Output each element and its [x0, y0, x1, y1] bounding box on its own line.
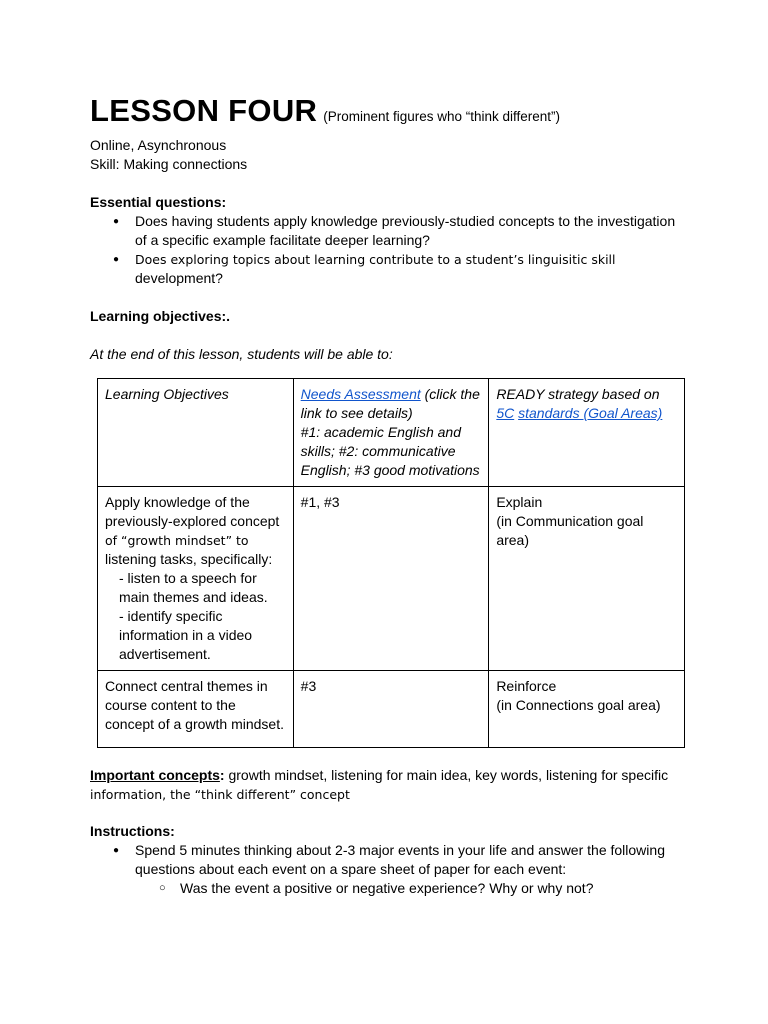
learning-objectives-intro: At the end of this lesson, students will be able to: [90, 346, 393, 362]
strategy-label: READY strategy based on [496, 386, 660, 402]
instruction-sublist [135, 879, 690, 898]
title-line [90, 92, 690, 136]
header-cell-needs [293, 379, 489, 487]
essential-questions-heading: Essential questions: [90, 194, 227, 210]
objective-text: Apply knowledge of the previously-explored concept [105, 494, 280, 529]
objective-cell: Connect central themes in course content to the concept of a growth mindset. [98, 671, 294, 748]
important-concepts-text-2: information, the “think different” concept [90, 787, 350, 802]
5c-link[interactable]: 5C [496, 405, 515, 421]
list-item [90, 841, 690, 898]
objective-text-2: of “growth mindset” to [105, 533, 249, 548]
important-concepts-colon: : [219, 767, 225, 783]
objective-text-3: listening tasks, specifically: [105, 551, 273, 567]
important-concepts [90, 766, 690, 804]
important-concepts-text: growth mindset, listening for main idea, key words, listening for specific [224, 767, 669, 783]
lesson-subtitle: (Prominent figures who “think different”) [323, 109, 561, 124]
lesson-skill: Skill: Making connections [90, 156, 248, 172]
needs-cell: #3 [293, 671, 489, 748]
instruction-text: Spend 5 minutes thinking about 2-3 major events in your life and answer the following questions about each event on a spare sheet of paper for each event: [135, 842, 665, 877]
instructions-heading: Instructions: [90, 823, 175, 839]
list-item: ○ Was the event a positive or negative experience? Why or why not? [90, 879, 690, 898]
lesson-mode: Online, Asynchronous [90, 137, 227, 153]
needs-cell: #1, #3 [293, 487, 489, 671]
objective-cell [98, 487, 294, 671]
objective-subitem: - identify specific information in a video advertisement. [119, 608, 253, 662]
objective-subitem: - listen to a speech for main themes and ideas. [119, 570, 268, 605]
lesson-title: LESSON FOUR [90, 93, 318, 128]
list-item: ● Does having students apply knowledge previously-studied concepts to the investigation of a specific example facilitate deeper learning? [90, 212, 690, 250]
table-row [98, 671, 685, 748]
header-cell-strategy [489, 379, 685, 487]
essential-questions-list [90, 212, 690, 288]
table-row [98, 487, 685, 671]
strategy-name: Reinforce [496, 678, 557, 694]
objectives-table [97, 378, 685, 748]
table-header-row [98, 379, 685, 487]
goal-area: (in Communication goal area) [496, 513, 644, 548]
goal-area: (in Connections goal area) [496, 697, 661, 713]
instructions-list [90, 841, 690, 898]
needs-assessment-link[interactable]: Needs Assessment [300, 386, 421, 402]
list-item [90, 250, 690, 288]
strategy-cell [489, 487, 685, 671]
standards-link[interactable]: standards (Goal Areas) [518, 405, 663, 421]
lesson-document [90, 92, 690, 364]
header-cell-objectives: Learning Objectives [98, 379, 294, 487]
strategy-cell [489, 671, 685, 748]
strategy-name: Explain [496, 494, 543, 510]
needs-assessment-note: (click the link to see details) [300, 386, 480, 421]
learning-objectives-heading: Learning objectives:. [90, 308, 231, 324]
important-concepts-label: Important concepts [90, 767, 220, 783]
needs-key: #1: academic English and skills; #2: communicative English; #3 good motivations [300, 424, 480, 478]
question-text: Does exploring topics about learning contribute to a student’s linguisitic skill [135, 252, 616, 267]
lesson-document-lower [90, 766, 690, 898]
question-text-continued: development? [135, 270, 223, 286]
